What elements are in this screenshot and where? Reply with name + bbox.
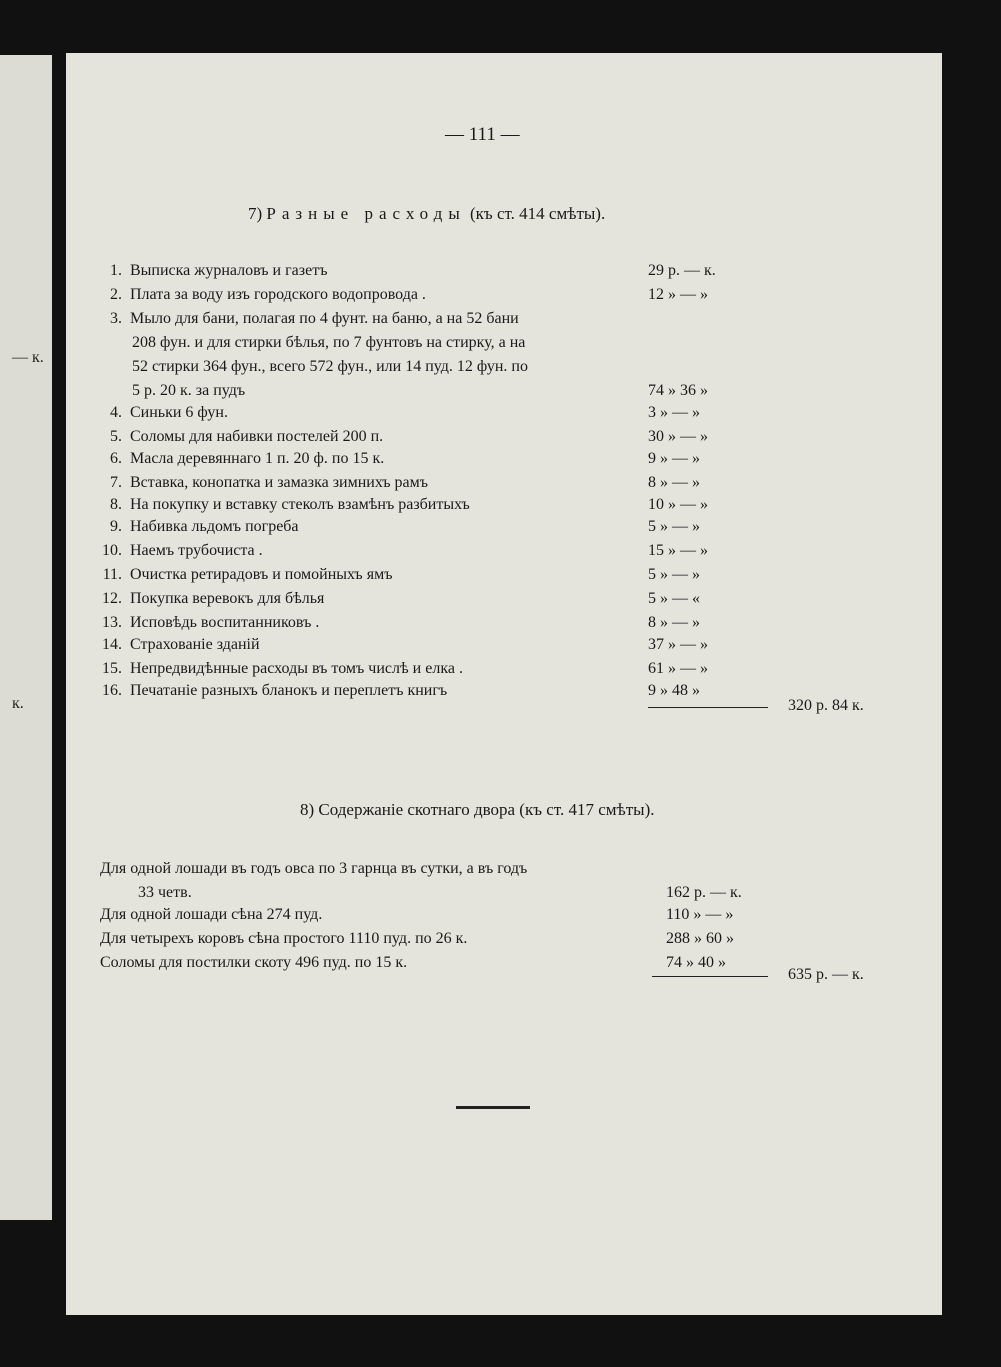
item-number: 12. <box>102 590 122 607</box>
item-number: 4. <box>110 404 122 421</box>
item-number: 10. <box>102 542 122 559</box>
item-text: Непредвидѣнные расходы въ томъ числѣ и елка . <box>130 660 463 677</box>
item-amount: 110 » — » <box>666 906 734 923</box>
item-amount: 162 р. — к. <box>666 884 742 901</box>
section7-number: 7) <box>248 204 263 223</box>
item-text: Исповѣдь воспитанниковъ . <box>130 614 320 631</box>
item-text: Синьки 6 фун. <box>130 404 228 421</box>
item-amount: 5 » — » <box>648 518 700 535</box>
item-text: Набивка льдомъ погреба <box>130 518 299 535</box>
item-text: Для одной лошади въ годъ овса по 3 гарнца въ сутки, а въ годъ <box>100 860 528 877</box>
item-number: 14. <box>102 636 122 653</box>
item-text: Печатаніе разныхъ бланокъ и переплетъ книгъ <box>130 682 448 699</box>
section7-total: 320 р. 84 к. <box>788 697 864 714</box>
item-amount: 74 » 40 » <box>666 954 726 971</box>
item-number: 11. <box>102 566 122 583</box>
section8-sum-rule <box>652 976 768 977</box>
item-number: 2. <box>110 286 122 303</box>
item-amount: 9 » 48 » <box>648 682 700 699</box>
item-text: 33 четв. <box>138 884 192 901</box>
item-number: 9. <box>110 518 122 535</box>
facing-page-fragment: к. <box>12 695 24 712</box>
item-amount: 8 » — » <box>648 474 700 491</box>
item-amount: 37 » — » <box>648 636 708 653</box>
item-number: 7. <box>110 474 122 491</box>
item-text: Страхованіе зданій <box>130 636 260 653</box>
item-amount: 288 » 60 » <box>666 930 734 947</box>
item-text: Очистка ретирадовъ и помойныхъ ямъ <box>130 566 393 583</box>
item-text: Соломы для набивки постелей 200 п. <box>130 428 384 445</box>
item-number: 3. <box>110 310 122 327</box>
item-text: Соломы для постилки скоту 496 пуд. по 15 к. <box>100 954 408 971</box>
item-amount: 10 » — » <box>648 496 708 513</box>
section8-heading: 8) Содержаніе скотнаго двора (къ ст. 417 смѣты). <box>300 800 655 819</box>
item-text: Покупка веревокъ для бѣлья <box>130 590 325 607</box>
item-text: Выписка журналовъ и газетъ <box>130 262 328 279</box>
end-divider <box>456 1106 530 1109</box>
section7-heading <box>248 204 605 224</box>
item-amount: 61 » — » <box>648 660 708 677</box>
item-text: Для четырехъ коровъ сѣна простого 1110 пуд. по 26 к. <box>100 930 468 947</box>
item-amount: 74 » 36 » <box>648 382 708 399</box>
section7-ref: (къ ст. 414 смѣты). <box>470 204 606 223</box>
item-number: 16. <box>102 682 122 699</box>
item-text: Для одной лошади сѣна 274 пуд. <box>100 906 323 923</box>
item-text: Вставка, конопатка и замазка зимнихъ рамъ <box>130 474 428 491</box>
section8-total: 635 р. — к. <box>788 966 864 983</box>
item-amount: 8 » — » <box>648 614 700 631</box>
item-amount: 30 » — » <box>648 428 708 445</box>
page-number: — 111 — <box>445 124 520 145</box>
item-number: 6. <box>110 450 122 467</box>
item-text: 208 фун. и для стирки бѣлья, по 7 фунтовъ на стирку, а на <box>132 334 526 351</box>
item-amount: 5 » — » <box>648 566 700 583</box>
item-text: Плата за воду изъ городского водопровода . <box>130 286 426 303</box>
item-number: 8. <box>110 496 122 513</box>
item-amount: 15 » — » <box>648 542 708 559</box>
item-amount: 12 » — » <box>648 286 708 303</box>
item-amount: 3 » — » <box>648 404 700 421</box>
item-amount: 9 » — » <box>648 450 700 467</box>
item-number: 5. <box>110 428 122 445</box>
item-number: 13. <box>102 614 122 631</box>
section7-title: Разные расходы <box>266 204 466 223</box>
section7-sum-rule <box>648 707 768 708</box>
item-text: Наемъ трубочиста . <box>130 542 263 559</box>
item-text: На покупку и вставку стеколъ взамѣнъ разбитыхъ <box>130 496 470 513</box>
item-amount: 5 » — « <box>648 590 700 607</box>
facing-page-edge <box>0 55 52 1220</box>
item-text: 5 р. 20 к. за пудъ <box>132 382 246 399</box>
item-number: 15. <box>102 660 122 677</box>
item-text: Мыло для бани, полагая по 4 фунт. на баню, а на 52 бани <box>130 310 519 327</box>
item-text: Масла деревяннаго 1 п. 20 ф. по 15 к. <box>130 450 385 467</box>
item-number: 1. <box>110 262 122 279</box>
item-amount: 29 р. — к. <box>648 262 716 279</box>
facing-page-fragment: — к. <box>12 349 44 366</box>
item-text: 52 стирки 364 фун., всего 572 фун., или 14 пуд. 12 фун. по <box>132 358 528 375</box>
